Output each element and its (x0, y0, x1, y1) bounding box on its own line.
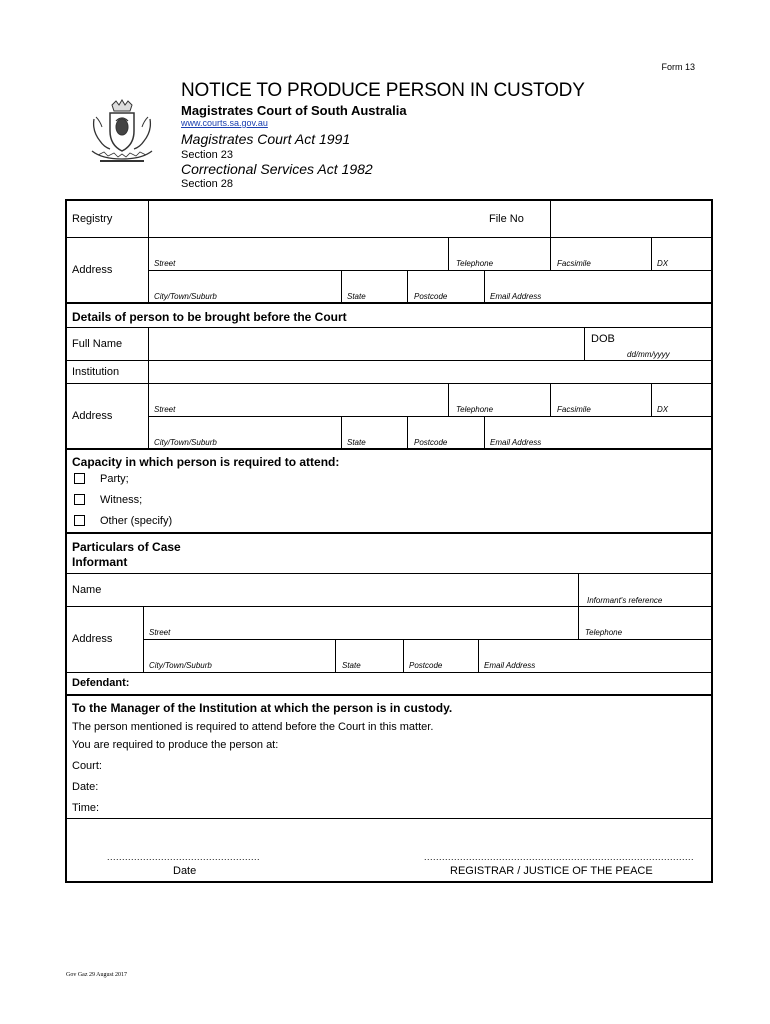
informant-city-field[interactable]: City/Town/Suburb (149, 661, 212, 670)
court-label: Court: (72, 760, 102, 772)
address-label: Address (72, 264, 113, 276)
informant-email-field[interactable]: Email Address (484, 661, 536, 670)
website-link[interactable]: www.courts.sa.gov.au (181, 118, 268, 128)
institution-dx-field[interactable]: DX (657, 405, 669, 414)
date-label: Date: (72, 781, 99, 793)
party-label: Party; (100, 473, 129, 485)
institution-state-field[interactable]: State (347, 438, 366, 447)
act-1-title: Magistrates Court Act 1991 (181, 131, 351, 147)
act-1-section: Section 23 (181, 149, 233, 161)
capacity-heading: Capacity in which person is required to attend: (72, 455, 340, 469)
street-field[interactable]: Street (154, 259, 176, 268)
informant-state-field[interactable]: State (342, 661, 361, 670)
state-field[interactable]: State (347, 292, 366, 301)
manager-line-1: The person mentioned is required to attend before the Court in this matter. (72, 721, 434, 733)
informant-reference-field[interactable]: Informant's reference (587, 596, 663, 605)
court-name: Magistrates Court of South Australia (181, 103, 407, 118)
institution-address-label: Address (72, 410, 113, 422)
institution-street-field[interactable]: Street (154, 405, 176, 414)
page-title: NOTICE TO PRODUCE PERSON IN CUSTODY (181, 80, 585, 101)
form-number: Form 13 (661, 62, 695, 72)
act-2-title: Correctional Services Act 1982 (181, 161, 373, 177)
informant-telephone-field[interactable]: Telephone (585, 628, 623, 637)
file-no-field[interactable] (551, 201, 711, 237)
manager-heading: To the Manager of the Institution at which the person is in custody. (72, 701, 453, 715)
full-name-label: Full Name (72, 338, 123, 350)
time-label: Time: (72, 802, 100, 814)
time-field[interactable] (112, 799, 702, 817)
institution-email-field[interactable]: Email Address (490, 438, 542, 447)
other-label: Other (specify) (100, 515, 173, 527)
informant-street-field[interactable]: Street (149, 628, 171, 637)
informant-heading: Informant (72, 555, 128, 569)
witness-label: Witness; (100, 494, 143, 506)
city-field[interactable]: City/Town/Suburb (154, 292, 217, 301)
email-field[interactable]: Email Address (490, 292, 542, 301)
other-checkbox[interactable] (74, 515, 85, 526)
informant-address-label: Address (72, 633, 113, 645)
court-field[interactable] (112, 757, 702, 775)
dob-label: DOB (591, 333, 615, 345)
manager-line-2: You are required to produce the person at: (72, 739, 279, 751)
file-no-label: File No (489, 213, 524, 225)
gazette-footer: Gov Gaz 29 August 2017 (66, 972, 127, 978)
institution-postcode-field[interactable]: Postcode (414, 438, 448, 447)
informant-name-field[interactable] (143, 574, 577, 605)
informant-name-label: Name (72, 584, 102, 596)
dx-field[interactable]: DX (657, 259, 669, 268)
witness-checkbox[interactable] (74, 494, 85, 505)
full-name-field[interactable] (149, 328, 583, 359)
date-caption: Date (173, 865, 197, 877)
registry-field[interactable] (149, 201, 484, 237)
act-2-section: Section 28 (181, 178, 233, 190)
particulars-heading: Particulars of Case (72, 540, 181, 554)
defendant-label: Defendant: (72, 677, 130, 689)
date-signature-line[interactable]: ................................................... (107, 852, 261, 862)
notice-form (65, 199, 713, 883)
institution-facsimile-field[interactable]: Facsimile (557, 405, 591, 414)
informant-postcode-field[interactable]: Postcode (409, 661, 443, 670)
coat-of-arms-icon (86, 97, 158, 169)
party-checkbox[interactable] (74, 473, 85, 484)
institution-telephone-field[interactable]: Telephone (456, 405, 494, 414)
postcode-field[interactable]: Postcode (414, 292, 448, 301)
registrar-caption: REGISTRAR / JUSTICE OF THE PEACE (450, 865, 653, 877)
defendant-field[interactable] (137, 673, 711, 693)
registrar-signature-line[interactable]: .......................................................................................... (424, 852, 695, 862)
registry-label: Registry (72, 213, 113, 225)
institution-field[interactable] (149, 361, 709, 382)
institution-label: Institution (72, 366, 120, 378)
date-field[interactable] (112, 778, 702, 796)
telephone-field[interactable]: Telephone (456, 259, 494, 268)
facsimile-field[interactable]: Facsimile (557, 259, 591, 268)
institution-city-field[interactable]: City/Town/Suburb (154, 438, 217, 447)
dob-field[interactable]: dd/mm/yyyy (627, 350, 670, 359)
person-heading: Details of person to be brought before the Court (72, 310, 347, 324)
